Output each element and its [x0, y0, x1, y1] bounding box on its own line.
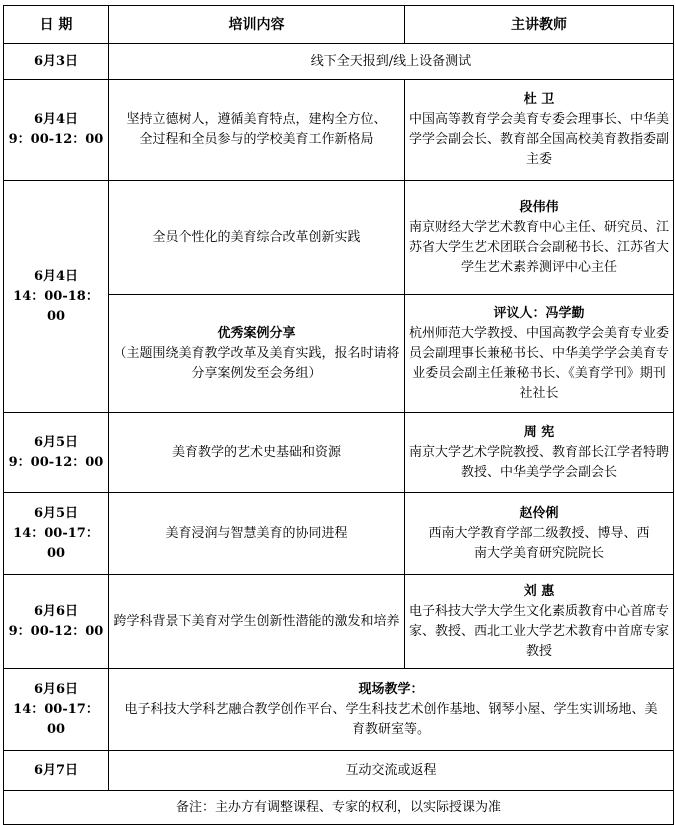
row-content: 坚持立德树人，遵循美育特点，建构全方位、全过程和全员参与的学校美育工作新格局 — [109, 80, 405, 181]
row-teacher-cell — [405, 413, 674, 493]
table-row — [4, 181, 674, 295]
row-date-cell — [4, 80, 109, 181]
row-time: 14：00-17：00 — [13, 525, 99, 561]
reviewer-desc: 杭州师范大学教授、中国高教学会美育专业委员会副理事长兼秘书长、中华美学学会美育专业委员会副主任兼秘书长、《美育学刊》期刊社社长 — [409, 325, 670, 401]
header-teacher: 主讲教师 — [405, 6, 674, 44]
row-date: 6月4日 — [33, 112, 79, 127]
table-row — [4, 575, 674, 669]
table-header-row — [4, 6, 674, 44]
row-date: 6月6日 — [33, 681, 79, 697]
teacher-desc: 电子科技大学大学生文化素质教育中心首席专家、教授、西北工业大学艺术教育中首席专家教授 — [409, 603, 670, 659]
teacher-name: 段伟伟 — [519, 199, 559, 215]
row-date-cell — [4, 575, 109, 669]
row-time: 9：00-12：00 — [8, 454, 104, 470]
row-teacher-cell — [405, 80, 674, 181]
row-time: 9：00-12：00 — [8, 132, 104, 147]
row-time: 9：00-12：00 — [8, 623, 104, 639]
row-date: 6月3日 — [4, 44, 109, 80]
row-time: 14：00-18：00 — [13, 288, 99, 324]
case-share-title: 优秀案例分享 — [217, 325, 296, 341]
onsite-desc: 电子科技大学科艺融合教学创作平台、学生科技艺术创作基地、钢琴小屋、学生实训场地、美育教研室等。 — [124, 701, 658, 737]
table-row — [4, 669, 674, 751]
note-text: 备注：主办方有调整课程、专家的权利，以实际授课为准 — [4, 791, 674, 825]
teacher-desc: 南京大学艺术学院教授、教育部长江学者特聘教授、中华美学学会副会长 — [409, 444, 670, 480]
row-date: 6月6日 — [33, 603, 79, 619]
teacher-desc: 西南大学教育学部二级教授、博导、西南大学美育研究院院长 — [428, 525, 650, 561]
row-date-cell — [4, 493, 109, 575]
row-date: 6月5日 — [33, 434, 79, 450]
row-date-cell — [4, 181, 109, 413]
row-date: 6月7日 — [4, 751, 109, 791]
row-content-cell — [109, 295, 405, 413]
table-row — [4, 80, 674, 181]
teacher-name: 周 宪 — [523, 424, 555, 440]
header-content: 培训内容 — [109, 6, 405, 44]
table-row — [4, 413, 674, 493]
row-teacher-cell — [405, 181, 674, 295]
teacher-desc: 南京财经大学艺术教育中心主任、研究员、江苏省大学生艺术团联合会副秘书长、江苏省大学生艺术素养测评中心主任 — [409, 219, 670, 275]
schedule-table — [3, 5, 674, 825]
row-content: 美育浸润与智慧美育的协同进程 — [109, 493, 405, 575]
case-share-desc: （主题围绕美育教学改革及美育实践，报名时请将分享案例发至会务组） — [113, 345, 400, 381]
reviewer-name: 评议人：冯学勤 — [493, 305, 585, 321]
row-content: 互动交流或返程 — [109, 751, 674, 791]
table-row — [4, 751, 674, 791]
row-content-cell — [109, 669, 674, 751]
teacher-name: 赵伶俐 — [519, 505, 559, 521]
row-teacher-cell — [405, 295, 674, 413]
row-date-cell — [4, 669, 109, 751]
row-teacher-cell — [405, 575, 674, 669]
row-time: 14：00-17：00 — [13, 701, 99, 737]
row-content: 线下全天报到/线上设备测试 — [109, 44, 674, 80]
row-content: 美育教学的艺术史基础和资源 — [109, 413, 405, 493]
row-date-cell — [4, 413, 109, 493]
teacher-desc: 中国高等教育学会美育专委会理事长、中华美学学会副会长、教育部全国高校美育教指委副主委 — [409, 112, 670, 167]
row-teacher-cell — [405, 493, 674, 575]
row-date: 6月5日 — [33, 505, 79, 521]
header-date: 日 期 — [4, 6, 109, 44]
onsite-title: 现场教学： — [358, 681, 424, 697]
row-content: 跨学科背景下美育对学生创新性潜能的激发和培养 — [109, 575, 405, 669]
note-row — [4, 791, 674, 825]
table-row — [4, 493, 674, 575]
table-row — [4, 44, 674, 80]
teacher-name: 杜 卫 — [523, 92, 555, 107]
row-date: 6月4日 — [33, 268, 79, 284]
row-content: 全员个性化的美育综合改革创新实践 — [109, 181, 405, 295]
teacher-name: 刘 惠 — [523, 583, 555, 599]
